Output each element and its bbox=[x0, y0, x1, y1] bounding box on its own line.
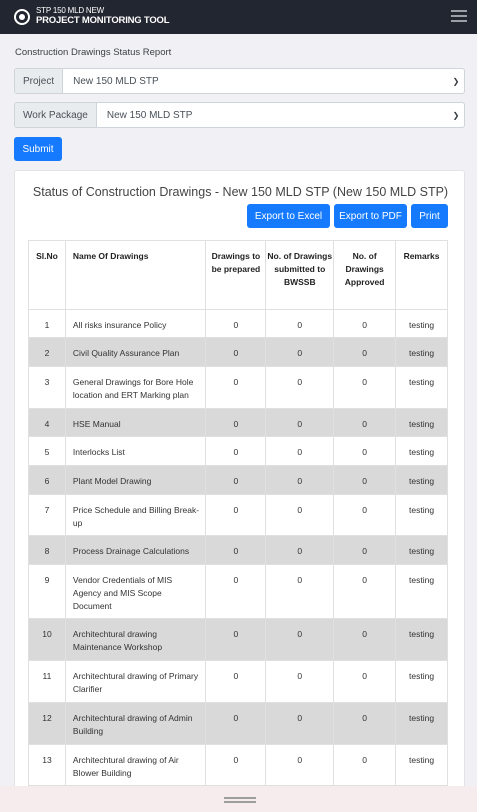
table-row bbox=[29, 745, 448, 786]
table-cell: Interlocks List bbox=[65, 437, 206, 466]
table-row bbox=[29, 409, 448, 437]
table-cell: 9 bbox=[29, 565, 66, 619]
table-cell: 0 bbox=[334, 437, 396, 466]
table-cell: testing bbox=[396, 437, 448, 466]
bottom-bar bbox=[0, 786, 477, 812]
column-header: Sl.No bbox=[29, 241, 66, 310]
table-cell: 0 bbox=[206, 619, 266, 661]
table-cell: Process Drainage Calculations bbox=[65, 536, 206, 565]
table-cell: 3 bbox=[29, 367, 66, 409]
table-cell: testing bbox=[396, 703, 448, 745]
table-row bbox=[29, 565, 448, 619]
top-navbar bbox=[0, 0, 477, 34]
table-cell: 0 bbox=[206, 367, 266, 409]
column-header: No. of Drawings submitted to BWSSB bbox=[266, 241, 334, 310]
table-row bbox=[29, 619, 448, 661]
table-cell: 0 bbox=[266, 367, 334, 409]
table-cell: 12 bbox=[29, 703, 66, 745]
table-cell: 0 bbox=[334, 310, 396, 338]
work-package-select[interactable] bbox=[14, 102, 465, 128]
table-cell: 0 bbox=[334, 745, 396, 786]
page-title: Construction Drawings Status Report bbox=[15, 47, 172, 58]
table-cell: 0 bbox=[266, 338, 334, 367]
table-row bbox=[29, 310, 448, 338]
column-header: Drawings to be prepared bbox=[206, 241, 266, 310]
table-row bbox=[29, 703, 448, 745]
table-row bbox=[29, 338, 448, 367]
chevron-down-icon[interactable]: ❯ bbox=[452, 110, 460, 120]
table-row bbox=[29, 661, 448, 703]
table-cell: 0 bbox=[334, 409, 396, 437]
chevron-down-icon[interactable]: ❯ bbox=[452, 76, 460, 86]
table-cell: 1 bbox=[29, 310, 66, 338]
print-button[interactable]: Print bbox=[411, 204, 448, 228]
table-cell: 0 bbox=[266, 437, 334, 466]
table-cell: 0 bbox=[266, 536, 334, 565]
table-cell: Architechtural drawing Maintenance Workshop bbox=[65, 619, 206, 661]
table-cell: 4 bbox=[29, 409, 66, 437]
table-cell: Price Schedule and Billing Break-up bbox=[65, 495, 206, 536]
table-header-row bbox=[29, 241, 448, 310]
table-cell: testing bbox=[396, 565, 448, 619]
table-cell: 8 bbox=[29, 536, 66, 565]
table-cell: 0 bbox=[206, 437, 266, 466]
table-cell: 0 bbox=[266, 565, 334, 619]
table-row bbox=[29, 367, 448, 409]
table-cell: testing bbox=[396, 536, 448, 565]
table-cell: testing bbox=[396, 409, 448, 437]
table-cell: 0 bbox=[266, 619, 334, 661]
table-row bbox=[29, 466, 448, 495]
table-cell: 0 bbox=[334, 495, 396, 536]
table-cell: 5 bbox=[29, 437, 66, 466]
column-header: Name Of Drawings bbox=[65, 241, 206, 310]
work-package-label: Work Package bbox=[15, 103, 97, 127]
table-cell: testing bbox=[396, 466, 448, 495]
table-cell: Architechtural drawing of Admin Building bbox=[65, 703, 206, 745]
table-cell: HSE Manual bbox=[65, 409, 206, 437]
table-cell: Architechtural drawing of Air Blower Building bbox=[65, 745, 206, 786]
table-cell: 0 bbox=[334, 367, 396, 409]
table-cell: 0 bbox=[206, 409, 266, 437]
table-cell: Vendor Credentials of MIS Agency and MIS Scope Document bbox=[65, 565, 206, 619]
table-cell: 0 bbox=[334, 565, 396, 619]
table-cell: Architechtural drawing of Primary Clarifier bbox=[65, 661, 206, 703]
table-cell: 0 bbox=[266, 466, 334, 495]
report-title: Status of Construction Drawings - New 150 MLD STP (New 150 MLD STP) bbox=[32, 185, 449, 199]
table-cell: 0 bbox=[206, 536, 266, 565]
drag-handle-icon[interactable] bbox=[224, 797, 256, 803]
table-cell: 6 bbox=[29, 466, 66, 495]
table-cell: 0 bbox=[206, 338, 266, 367]
table-row bbox=[29, 437, 448, 466]
work-package-value[interactable]: New 150 MLD STP bbox=[106, 109, 193, 121]
table-cell: 0 bbox=[334, 466, 396, 495]
table-cell: 7 bbox=[29, 495, 66, 536]
table-cell: Plant Model Drawing bbox=[65, 466, 206, 495]
table-cell: 0 bbox=[206, 565, 266, 619]
table-cell: 0 bbox=[206, 661, 266, 703]
table-cell: 0 bbox=[266, 745, 334, 786]
table-cell: 0 bbox=[206, 466, 266, 495]
export-pdf-button[interactable]: Export to PDF bbox=[334, 204, 407, 228]
table-cell: testing bbox=[396, 661, 448, 703]
table-cell: 2 bbox=[29, 338, 66, 367]
project-value[interactable]: New 150 MLD STP bbox=[73, 75, 159, 87]
export-excel-button[interactable]: Export to Excel bbox=[247, 204, 330, 228]
app-title: PROJECT MONITORING TOOL bbox=[36, 15, 170, 26]
table-cell: testing bbox=[396, 310, 448, 338]
project-label: Project bbox=[15, 69, 63, 93]
table-row bbox=[29, 495, 448, 536]
table-cell: 0 bbox=[266, 310, 334, 338]
table-cell: Civil Quality Assurance Plan bbox=[65, 338, 206, 367]
table-row bbox=[29, 536, 448, 565]
table-cell: testing bbox=[396, 495, 448, 536]
table-cell: 0 bbox=[266, 703, 334, 745]
table-cell: General Drawings for Bore Hole location and ERT Marking plan bbox=[65, 367, 206, 409]
column-header: Remarks bbox=[396, 241, 448, 310]
project-select[interactable] bbox=[14, 68, 465, 94]
table-cell: testing bbox=[396, 338, 448, 367]
table-cell: 0 bbox=[334, 338, 396, 367]
table-cell: 0 bbox=[334, 703, 396, 745]
table-cell: 0 bbox=[266, 495, 334, 536]
table-cell: 0 bbox=[206, 310, 266, 338]
column-header: No. of Drawings Approved bbox=[334, 241, 396, 310]
table-cell: All risks insurance Policy bbox=[65, 310, 206, 338]
table-cell: 0 bbox=[334, 619, 396, 661]
table-cell: 10 bbox=[29, 619, 66, 661]
table-cell: testing bbox=[396, 619, 448, 661]
table-cell: 0 bbox=[266, 661, 334, 703]
hamburger-menu-icon[interactable] bbox=[451, 10, 467, 24]
app-logo-icon bbox=[14, 9, 30, 25]
table-cell: 0 bbox=[334, 661, 396, 703]
table-cell: 0 bbox=[206, 745, 266, 786]
table-cell: 0 bbox=[206, 703, 266, 745]
table-cell: 11 bbox=[29, 661, 66, 703]
table-cell: 0 bbox=[266, 409, 334, 437]
table-cell: 0 bbox=[206, 495, 266, 536]
table-cell: 13 bbox=[29, 745, 66, 786]
table-cell: 0 bbox=[334, 536, 396, 565]
table-cell: testing bbox=[396, 367, 448, 409]
table-cell: testing bbox=[396, 745, 448, 786]
app-subtitle: STP 150 MLD NEW bbox=[36, 6, 104, 15]
drawings-table bbox=[28, 240, 448, 786]
submit-button[interactable]: Submit bbox=[14, 137, 62, 161]
report-card bbox=[14, 170, 465, 812]
